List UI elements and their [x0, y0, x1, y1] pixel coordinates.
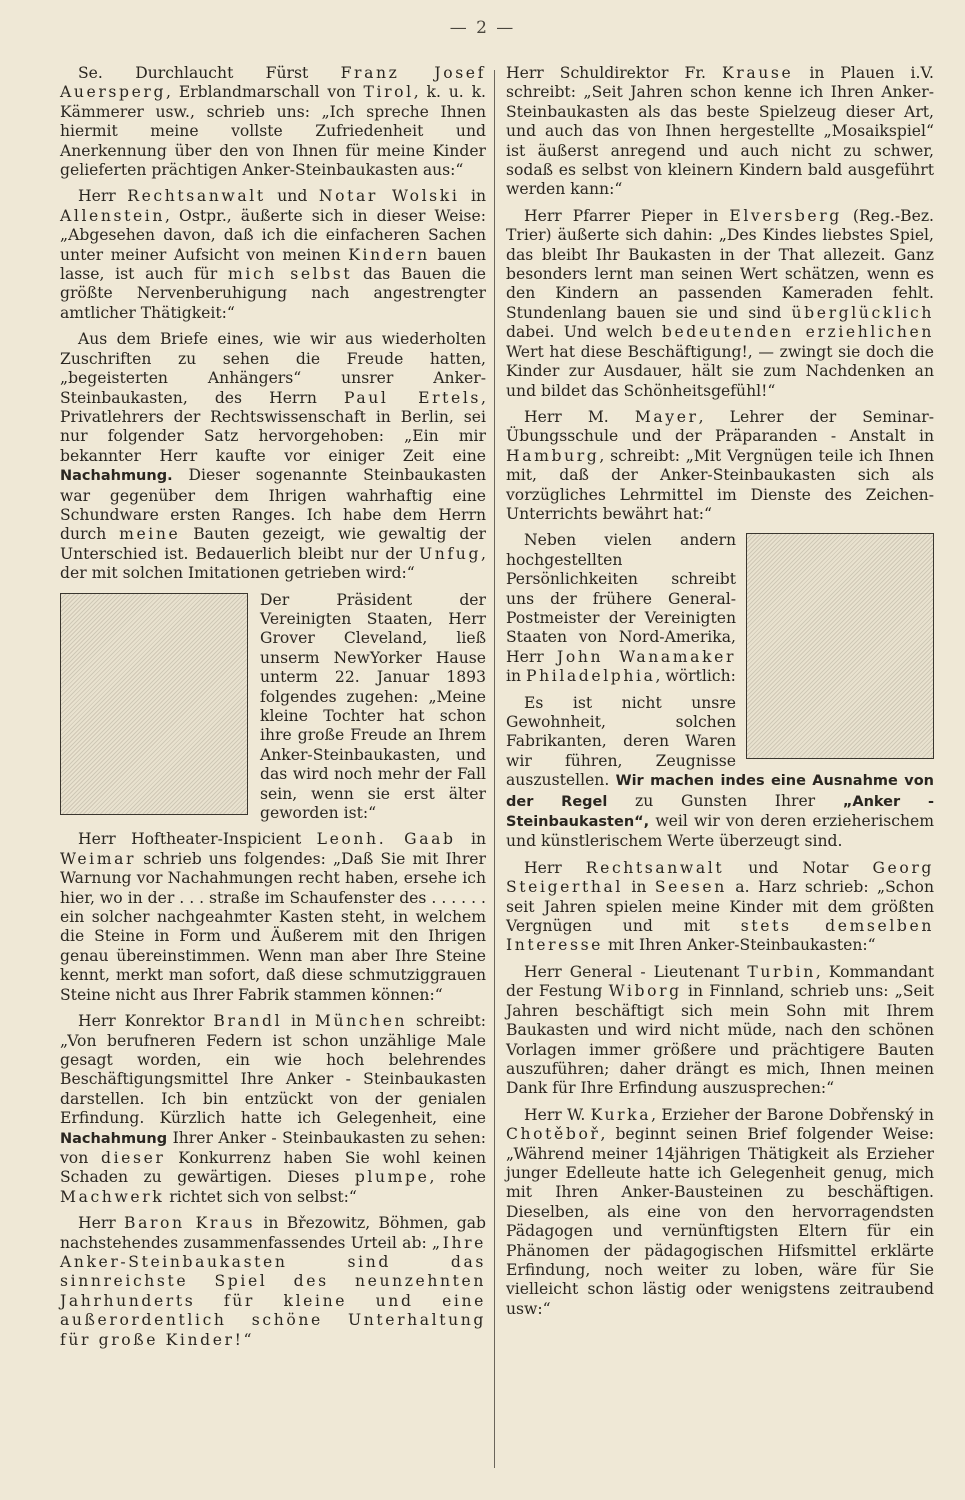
portrait-wanamaker: [746, 533, 934, 759]
testimonial-wanamaker: Neben vielen andern hochgestellten Persönlichkeiten schreibt uns der frühere General-Postmeister der Vereinigten Staaten von Nord-Amerika, Herr John Wanamaker in Philadelphia, wörtlich:: [506, 531, 934, 686]
right-column: [506, 64, 934, 1326]
testimonial-kurka: Herr W. Kurka, Erzieher der Barone Dobřenský in Chotěboř, beginnt seinen Brief folgender Weise: „Während meiner 14jährigen Thätigkeit als Erzieher junger Edelleute hatte ich Gelegenheit genug, mich mit Ihren Anker-Bausteinen zu beschäftigen. Dieselben, als eine von den hervorragendsten Pädagogen und vernünftigsten Eltern für ein Phänomen der pädagogischen Hifsmittel erklärte Erfindung, noch weiter zu loben, wäre für Sie vielleicht schon lästig oder wenigstens zeitraubend usw:“: [506, 1105, 934, 1318]
testimonial-steigerthal: Herr Rechtsanwalt und Notar Georg Steigerthal in Seesen a. Harz schrieb: „Schon seit Jahren spielen meine Kinder mit dem größten Vergnügen und mit stets demselben Interesse mit Ihren Anker-Steinbaukasten:“: [506, 858, 934, 955]
wanamaker-quote: Es ist nicht unsre Gewohnheit, solchen Fabrikanten, deren Waren wir führen, Zeugnisse auszustellen. Wir machen indes eine Ausnahme von der Regel zu Gunsten Ihrer „Anker - Steinbaukasten“, weil wir von deren erzieherischem und künstlerischem Werte überzeugt sind.: [506, 693, 934, 851]
testimonial-auersperg: Se. Durchlaucht Fürst Franz Josef Auersperg, Erblandmarschall von Tirol, k. u. k. Kämmerer usw., schrieb uns: „Ich spreche Ihnen hiermit meine vollste Zufriedenheit und Anerkennung über den von Ihnen für meine Kinder gelieferten prächtigen Anker-Steinbaukasten aus:“: [60, 64, 486, 180]
testimonial-mayer: Herr M. Mayer, Lehrer der Seminar-Übungsschule und der Präparanden - Anstalt in Hamburg, schreibt: „Mit Vergnügen teile ich Ihnen mit, daß der Anker-Steinbaukasten sich als vorzügliches Lehrmittel im Dienste des Zeichen-Unterrichts bewährt hat:“: [506, 407, 934, 523]
testimonial-wolski: Herr Rechtsanwalt und Notar Wolski in Allenstein, Ostpr., äußerte sich in dieser Weise: „Abgesehen davon, daß ich die einfacheren Sachen unter meiner Aufsicht von meinen Kindern bauen lasse, ist auch für mich selbst das Bauen die größte Nervenberuhigung nach angestrengter amtlicher Thätigkeit:“: [60, 187, 487, 322]
testimonial-brandl: Herr Konrektor Brandl in München schreibt: „Von berufneren Federn ist schon unzählige Male gesagt worden, ein wie hoch belehrendes Beschäftigungsmittel Ihre Anker - Steinbaukasten darstellen. Ich bin entzückt von der genialen Erfindung. Kürzlich hatte ich Gelegenheit, eine Nachahmung Ihrer Anker - Steinbaukasten zu sehen: von dieser Konkurrenz haben Sie wohl keinen Schaden zu gewärtigen. Dieses plumpe, rohe Machwerk richtet sich von selbst:“: [60, 1012, 487, 1206]
testimonial-pieper: Herr Pfarrer Pieper in Elversberg (Reg.-Bez. Trier) äußerte sich dahin: „Des Kindes liebstes Spiel, das bleibt Ihr Baukasten in der That allezeit. Ganz besonders lernt man seinen Wert schätzen, wenn es den Kindern an passenden Kameraden fehlt. Stundenlang bauen sie und sind überglücklich dabei. Und welch bedeutenden erziehlichen Wert hat diese Beschäftigung!, — zwingt sie doch die Kinder zur Ausdauer, hält sie zum Nachdenken an und bildet das Schönheitsgefühl!“: [506, 206, 935, 400]
testimonial-kraus: Herr Baron Kraus in Březowitz, Böhmen, gab nachstehendes zusammenfassendes Urteil ab: „Ihre Anker-Steinbaukasten sind das sinnreichste Spiel des neunzehnten Jahrhunderts für kleine und eine außerordentlich schöne Unterhaltung für große Kinder!“: [60, 1214, 486, 1349]
left-column: [60, 64, 486, 1357]
page-number: — 2 —: [449, 18, 516, 38]
testimonial-ertels: Aus dem Briefe eines, wie wir aus wiederholten Zuschriften zu sehen die Freude hatten, „begeisterten Anhängers“ unsrer Anker-Steinbaukasten, des Herrn Paul Ertels, Privatlehrers der Rechtswissenschaft in Berlin, sei nur folgender Satz hervorgehoben: „Ein mir bekannter Herr kaufte vor einiger Zeit eine Nachahmung. Dieser sogenannte Steinbaukasten war gegenüber dem Ihrigen wahrhaftig eine Schundware ersten Ranges. Ich habe dem Herrn durch meine Bauten gezeigt, wie gewaltig der Unterschied ist. Bedauerlich bleibt nur der Unfug, der mit solchen Imitationen getrieben wird:“: [60, 330, 487, 583]
testimonial-krause: Herr Schuldirektor Fr. Krause in Plauen i.V. schreibt: „Seit Jahren schon kenne ich Ihren Anker-Steinbaukasten als das beste Spielzeug dieser Art, und auch das von Ihnen hergestellte „Mosaikspiel“ ist äußerst anregend und auch nicht zu schwer, sodaß es selbst von kleinern Kindern bald ausgeführt werden kann:“: [506, 64, 934, 199]
testimonial-cleveland: Der Präsident der Vereinigten Staaten, Herr Grover Cleveland, ließ unserm NewYorker Hause unterm 22. Januar 1893 folgendes zugehen: „Meine kleine Tochter hat schon ihre große Freude an Ihrem Anker-Steinbaukasten, und das wird noch mehr der Fall sein, wenn sie erst älter geworden ist:“: [60, 591, 486, 824]
column-divider: [494, 70, 495, 1468]
testimonial-turbin: Herr General - Lieutenant Turbin, Kommandant der Festung Wiborg in Finnland, schrieb uns: „Seit Jahren beschäftigt sich mein Sohn mit Ihrem Baukasten und wird nicht müde, nach den schönen Vorlagen immer größere und prächtigere Bauten auszuführen; daher drängt es mich, Ihnen meinen Dank für Ihre Erfindung auszusprechen:“: [506, 962, 934, 1098]
testimonial-gaab: Herr Hoftheater-Inspicient Leonh. Gaab in Weimar schrieb uns folgendes: „Daß Sie mit Ihrer Warnung vor Nachahmungen recht haben, ersehe ich hier, wo in der . . . straße im Schaufenster des . . . . . . ein solcher nachgeahmter Kasten steht, in welchem die Steine in Form und Äußerem mit den Ihrigen genau übereinstimmen. Wenn man aber Ihre Steine kennt, merkt man sofort, daß diese schmutziggrauen Steine nicht aus Ihrer Fabrik stammen können:“: [60, 830, 486, 1004]
portrait-cleveland: [60, 593, 248, 815]
